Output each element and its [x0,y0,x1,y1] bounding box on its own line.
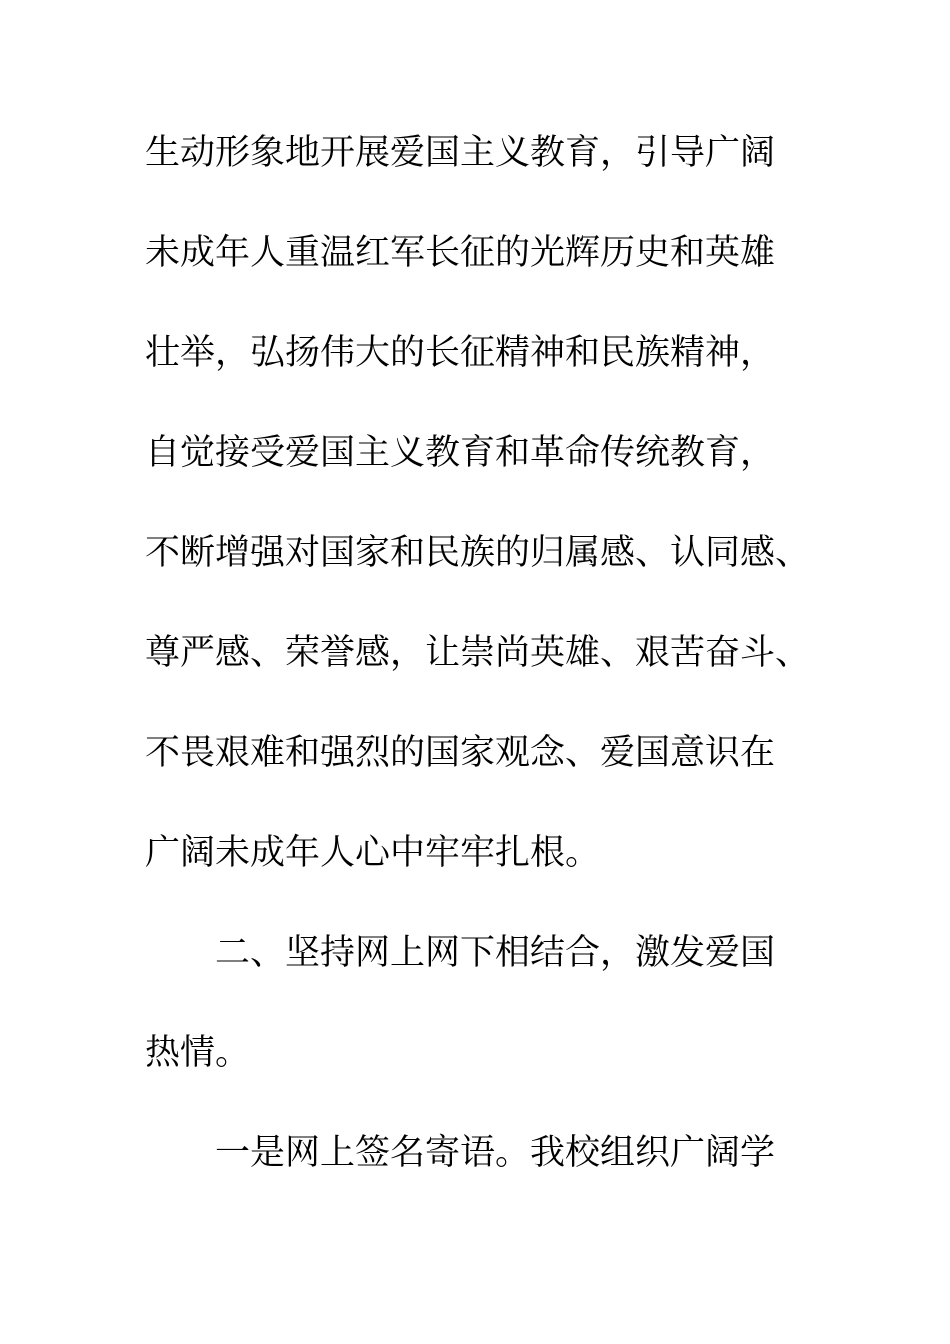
text-line-3: 壮举，弘扬伟大的长征精神和民族精神， [145,333,776,373]
text-line-1: 生动形象地开展爱国主义教育，引导广阔 [145,133,776,173]
text-line-2: 未成年人重温红军长征的光辉历史和英雄 [145,233,776,273]
text-line-7: 不畏艰难和强烈的国家观念、爱国意识在 [145,733,776,773]
text-line-5: 不断增强对国家和民族的归属感、认同感、 [145,533,811,573]
text-line-4: 自觉接受爱国主义教育和革命传统教育， [145,433,776,473]
section-heading-2: 二、坚持网上网下相结合，激发爱国 [215,933,776,973]
text-line-6: 尊严感、荣誉感，让崇尚英雄、艰苦奋斗、 [145,633,811,673]
section-heading-2-continued: 热情。 [145,1033,251,1073]
paragraph-start: 一是网上签名寄语。我校组织广阔学 [215,1133,776,1173]
text-line-8: 广阔未成年人心中牢牢扎根。 [145,833,601,873]
